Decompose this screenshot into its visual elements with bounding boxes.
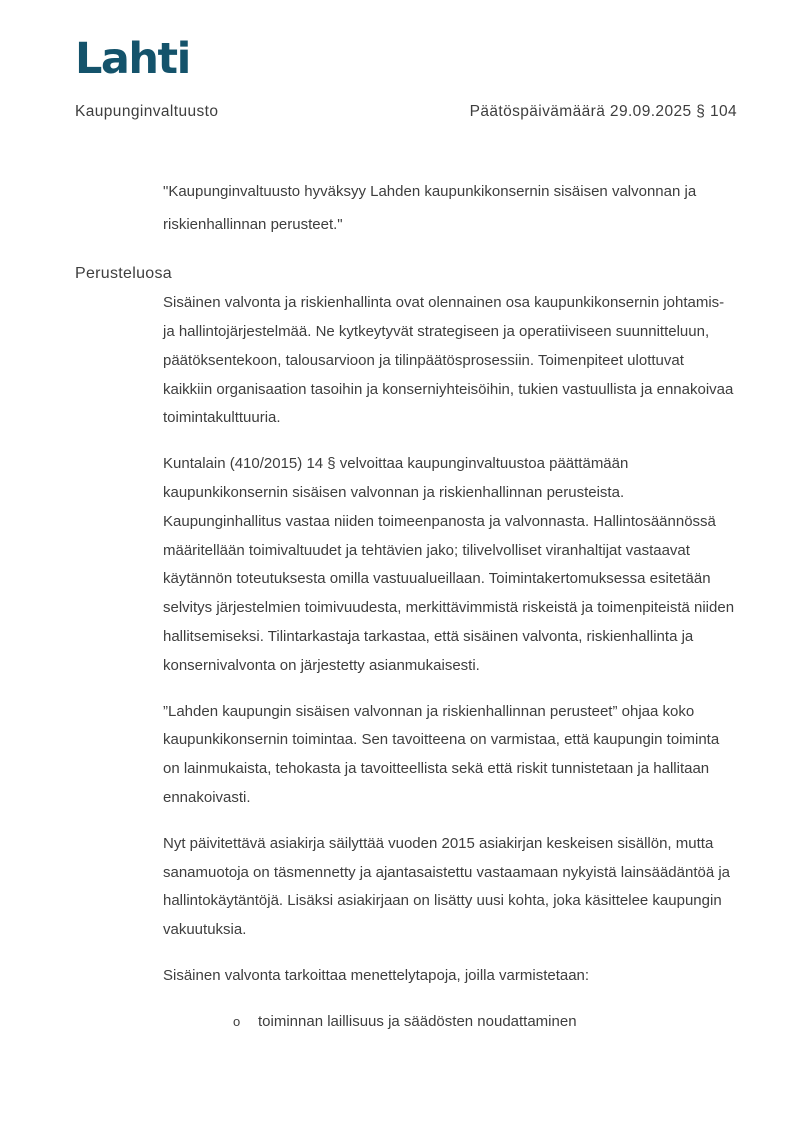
rationale-section-heading: Perusteluosa [75, 265, 172, 283]
body-paragraph: Kuntalain (410/2015) 14 § velvoittaa kaupunginvaltuustoa päättämään kaupunkikonsernin sisäisen valvonnan ja riskienhallinnan perusteista. Kaupunginhallitus vastaa niiden toimeenpanosta ja valvonnasta. Hallintosäännössä määritellään toimivaltuudet ja tehtävien jako; tilivelvolliset viranhaltijat vastaavat käytännön toteutuksesta omilla vastuualueillaan. Toimintakertomuksessa esitetään selvitys järjestelmien toimivuudesta, merkittävimmistä riskeistä ja toimenpiteistä niiden hallitsemiseksi. Tilintarkastaja tarkastaa, että sisäinen valvonta, riskienhallinta ja konsernivalvonta on järjestetty asianmukaisesti. [163, 455, 735, 674]
bullet-list-item [233, 1008, 735, 1037]
body-paragraph: Sisäinen valvonta ja riskienhallinta ovat olennainen osa kaupunkikonsernin johtamis- ja hallintojärjestelmää. Ne kytkeytyvät strategiseen ja operatiiviseen suunnitteluun, päätöksentekoon, talousarvioon ja tilinpäätösprosessiin. Toimenpiteet ulottuvat kaikkiin organisaation tasoihin ja konserniyhteisöihin, tukien vastuullista ja ennakoivaa toimintakulttuuria. [163, 294, 734, 427]
decision-date-label: Päätöspäivämäärä 29.09.2025 § 104 [469, 103, 737, 121]
body-paragraph: ”Lahden kaupungin sisäisen valvonnan ja riskienhallinnan perusteet” ohjaa koko kaupunkikonsernin toimintaa. Sen tavoitteena on varmistaa, että kaupungin toiminta on lainmukaista, tehokasta ja tavoitteellista sekä että riskit tunnistetaan ja hallitaan ennakoivasti. [163, 702, 720, 807]
lahti-city-logo: Lahti [75, 34, 190, 84]
bullet-marker: o [233, 1013, 241, 1029]
decision-quote: "Kaupunginvaltuusto hyväksyy Lahden kaupunkikonsernin sisäisen valvonnan ja riskienhallinnan perusteet." [163, 183, 697, 234]
bullet-text: toiminnan laillisuus ja säädösten noudattaminen [258, 1012, 577, 1030]
document-header [75, 103, 737, 121]
bullet-list-intro: Sisäinen valvonta tarkoittaa menettelytapoja, joilla varmistetaan: [163, 967, 590, 985]
rationale-body [163, 289, 735, 1036]
org-name: Kaupunginvaltuusto [75, 103, 219, 121]
body-paragraph: Nyt päivitettävä asiakirja säilyttää vuoden 2015 asiakirjan keskeisen sisällön, mutta sanamuotoja on täsmennetty ja ajantasaistettu vastaamaan nykyistä lainsäädäntöä ja hallintokäytäntöjä. Lisäksi asiakirjaan on lisätty uusi kohta, joka käsittelee kaupungin vakuutuksia. [163, 834, 731, 939]
